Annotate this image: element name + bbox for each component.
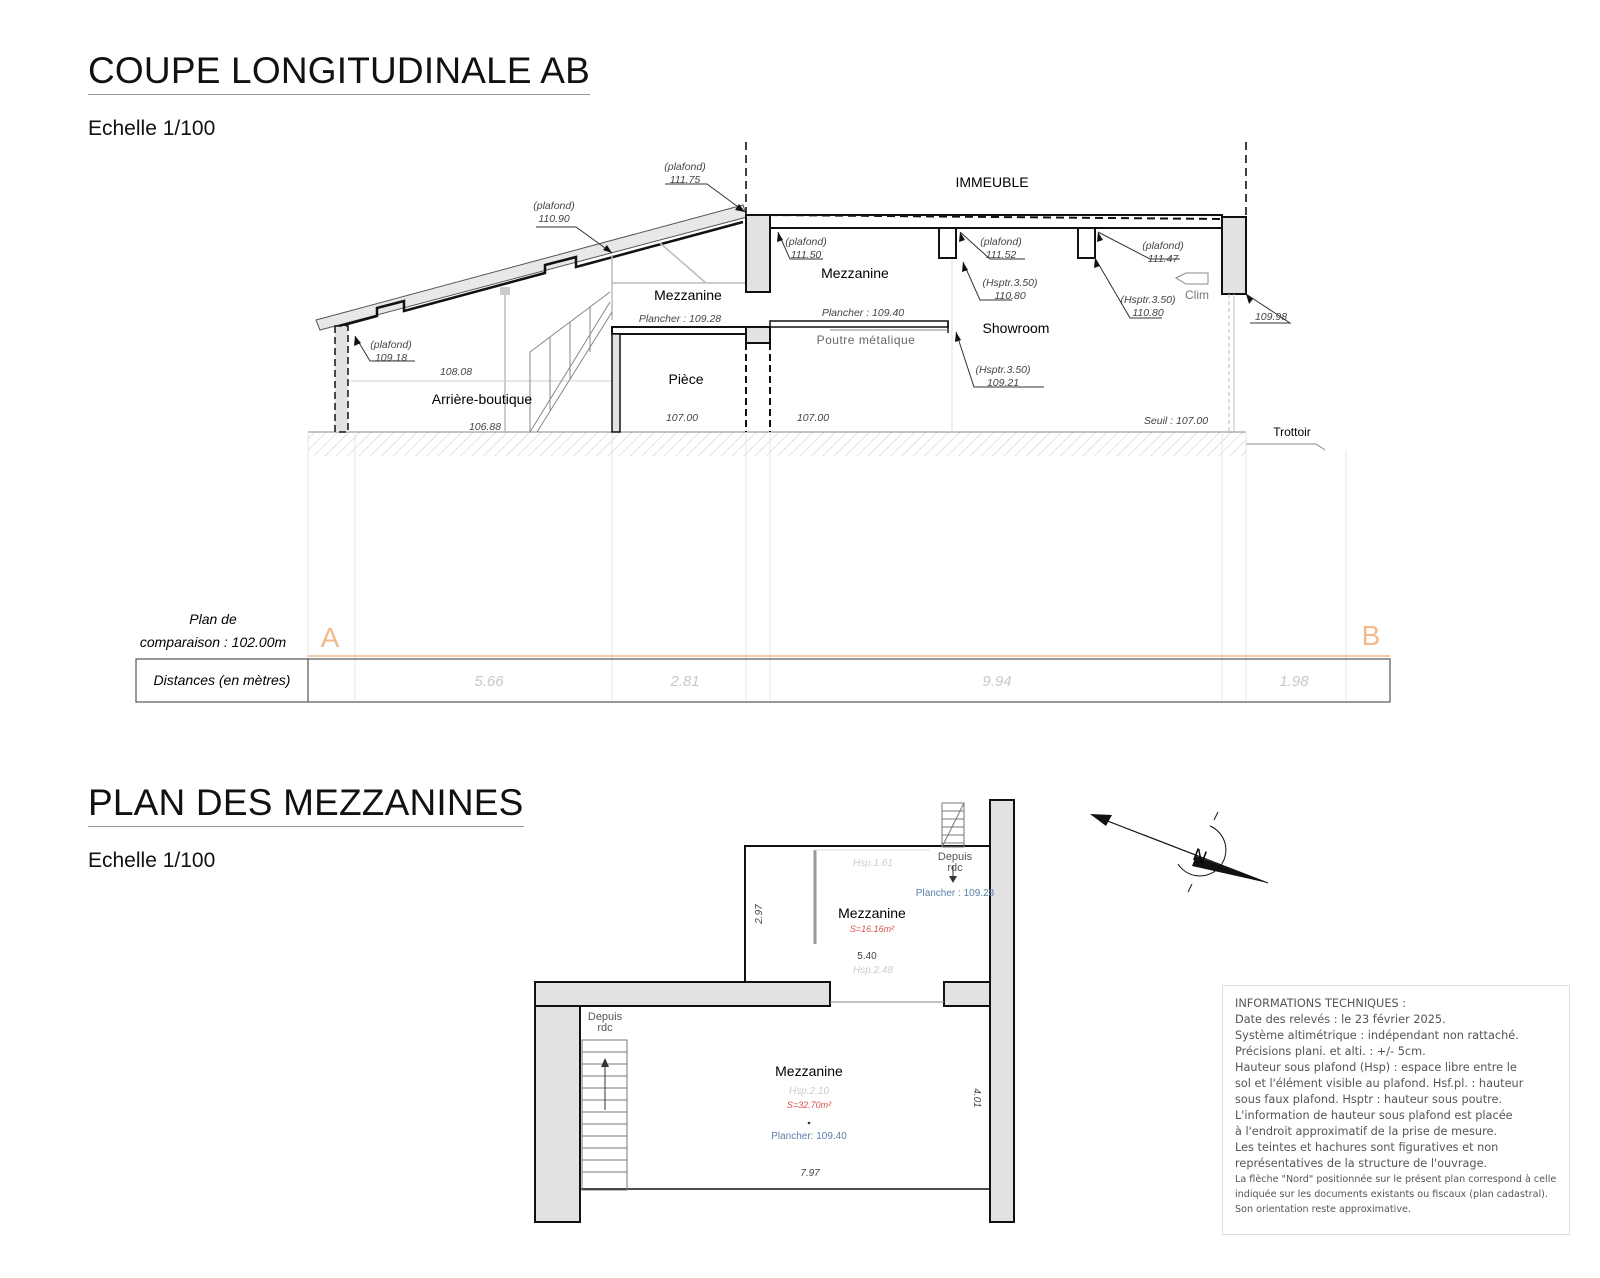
hsptr-label-1: (Hsptr.3.50) — [982, 277, 1038, 289]
level-106-88: 106.88 — [468, 421, 502, 433]
plan-comparaison-line2: comparaison : 102.00m — [139, 634, 287, 650]
plancher-109-40: Plancher : 109.40 — [821, 307, 905, 319]
plafond-label-2: (plafond) — [533, 200, 575, 212]
central-wall-beam — [746, 327, 770, 343]
seuil-level: Seuil : 107.00 — [1143, 415, 1209, 427]
upper-depuis-1: Depuis — [937, 851, 973, 863]
sloped-roof — [316, 205, 747, 330]
roof-underside — [340, 222, 743, 326]
upper-dim-height: 2.97 — [754, 904, 765, 924]
mezzanine-floor-left — [612, 327, 746, 334]
hsptr-label-2: (Hsptr.3.50) — [1120, 294, 1176, 306]
lower-mezz-point — [808, 1122, 811, 1125]
upper-mezz-surface: S=16.16m² — [849, 924, 895, 934]
lower-dim-height: 4.01 — [971, 1088, 982, 1108]
north-letter: N — [1190, 844, 1210, 868]
info-line: Précisions plani. et alti. : +/- 5cm. — [1235, 1045, 1426, 1058]
upper-mezz-label: Mezzanine — [838, 905, 906, 921]
level-110-80-b: 110.80 — [1132, 307, 1164, 319]
level-107-00-b: 107.00 — [796, 412, 830, 424]
level-107-00-a: 107.00 — [665, 412, 699, 424]
plafond-label-6: (plafond) — [1142, 240, 1184, 252]
info-line: Date des relevés : le 23 février 2025. — [1235, 1013, 1446, 1026]
section-title: COUPE LONGITUDINALE AB — [88, 50, 590, 95]
beam-2 — [1078, 228, 1095, 258]
info-line: sol et l'élément visible au plafond. Hsf.pl. : hauteur — [1235, 1077, 1524, 1090]
plan-scale: Echelle 1/100 — [88, 849, 216, 872]
plafond-label-4: (plafond) — [785, 236, 827, 248]
plan-middle-wall-right — [944, 982, 990, 1006]
section-stair — [530, 292, 612, 432]
immeuble-label: IMMEUBLE — [955, 174, 1029, 190]
piece-wall — [612, 334, 620, 432]
north-arrow — [1090, 812, 1268, 892]
info-line: L'information de hauteur sous plafond est placée — [1235, 1109, 1513, 1122]
info-line: Système altimétrique : indépendant non rattaché. — [1235, 1029, 1519, 1042]
info-line: à l'endroit approximatif de la prise de mesure. — [1235, 1125, 1498, 1138]
piece-label: Pièce — [668, 371, 704, 387]
info-line: INFORMATIONS TECHNIQUES : — [1235, 997, 1407, 1010]
info-note: La flèche "Nord" positionnée sur le présent plan correspond à celle — [1235, 1174, 1557, 1185]
info-note: indiquée sur les documents existants ou fiscaux (plan cadastral). — [1235, 1189, 1548, 1200]
plan-left-wall — [535, 1006, 580, 1222]
hsptr-label-3: (Hsptr.3.50) — [975, 364, 1031, 376]
lower-depuis-2: rdc — [597, 1022, 613, 1034]
clim-unit — [1176, 273, 1208, 284]
lower-mezz-hsp: Hsp.2.10 — [788, 1086, 830, 1097]
upper-plancher: Plancher : 109.28 — [915, 888, 995, 899]
level-111-52: 111.52 — [985, 249, 1017, 261]
plafond-label-5: (plafond) — [980, 236, 1022, 248]
distances-table — [136, 659, 1390, 702]
lower-depuis-1: Depuis — [587, 1011, 623, 1023]
upper-mezz-hsp-bottom: Hsp.2.48 — [852, 965, 894, 976]
distance-3: 9.94 — [982, 673, 1012, 690]
arriere-boutique-label: Arrière-boutique — [431, 391, 533, 407]
plafond-label-3: (plafond) — [370, 339, 412, 351]
level-111-50: 111.50 — [790, 249, 822, 261]
distance-4: 1.98 — [1279, 673, 1309, 690]
level-110-90: 110.90 — [538, 213, 570, 225]
post-cap — [500, 287, 510, 295]
upper-dim-width: 5.40 — [857, 951, 877, 962]
info-line: sous faux plafond. Hsptr : hauteur sous poutre. — [1235, 1093, 1503, 1106]
plan-comparaison-line1: Plan de — [189, 611, 237, 627]
level-109-18: 109.18 — [374, 352, 408, 364]
plan-middle-wall-left — [535, 982, 830, 1006]
guide-lines — [308, 432, 1346, 700]
plan-drawing — [535, 800, 1268, 1222]
upper-stair-arrowhead — [949, 876, 957, 883]
lower-stair-arrowhead — [601, 1058, 609, 1067]
info-line: Les teintes et hachures sont figuratives et non — [1235, 1141, 1499, 1154]
plan-title: PLAN DES MEZZANINES — [88, 782, 524, 827]
mezzanine-left-label: Mezzanine — [654, 287, 722, 303]
info-line: Hauteur sous plafond (Hsp) : espace libre entre le — [1235, 1061, 1517, 1074]
level-110-80-a: 110.80 — [994, 290, 1026, 302]
clim-label: Clim — [1185, 288, 1209, 302]
plafond-label-1: (plafond) — [664, 161, 706, 173]
technical-info-box — [1222, 985, 1570, 1235]
poutre-label: Poutre métalique — [816, 333, 916, 347]
showroom-label: Showroom — [982, 320, 1050, 336]
section-drawing — [136, 142, 1390, 702]
upper-stair — [942, 803, 964, 847]
trottoir-label: Trottoir — [1273, 425, 1311, 439]
lower-mezz-label: Mezzanine — [775, 1063, 843, 1079]
distances-label: Distances (en mètres) — [153, 672, 291, 688]
level-109-98: 109.98 — [1254, 311, 1288, 323]
beam-1 — [939, 228, 956, 258]
section-scale: Echelle 1/100 — [88, 117, 216, 140]
mezzanine-floor-right — [770, 321, 948, 327]
distance-2: 2.81 — [670, 673, 700, 690]
level-109-21: 109.21 — [986, 377, 1020, 389]
distance-values — [474, 673, 1309, 690]
lower-dim-width: 7.97 — [800, 1168, 820, 1179]
info-line: représentatives de la structure de l'ouvrage. — [1235, 1157, 1488, 1170]
right-wall — [1222, 217, 1246, 294]
central-wall-top — [746, 215, 770, 292]
level-111-75: 111.75 — [669, 174, 701, 186]
level-111-47: 111.47 — [1147, 253, 1179, 265]
left-wall — [335, 326, 348, 432]
distance-1: 5.66 — [474, 673, 504, 690]
level-108-08: 108.08 — [439, 366, 473, 378]
upper-depuis-2: rdc — [947, 862, 963, 874]
plan-right-wall — [990, 800, 1014, 1222]
lower-mezz-surface: S=32.70m² — [786, 1100, 832, 1110]
point-b: B — [1361, 620, 1381, 651]
lower-plancher: Plancher: 109.40 — [771, 1131, 847, 1142]
info-note: Son orientation reste approximative. — [1235, 1204, 1411, 1215]
plancher-109-28: Plancher : 109.28 — [638, 313, 722, 325]
upper-mezz-hsp-top: Hsp.1.61 — [852, 858, 894, 869]
mezzanine-right-label: Mezzanine — [821, 265, 889, 281]
ground-hatch — [308, 432, 1246, 456]
point-a: A — [320, 622, 340, 653]
